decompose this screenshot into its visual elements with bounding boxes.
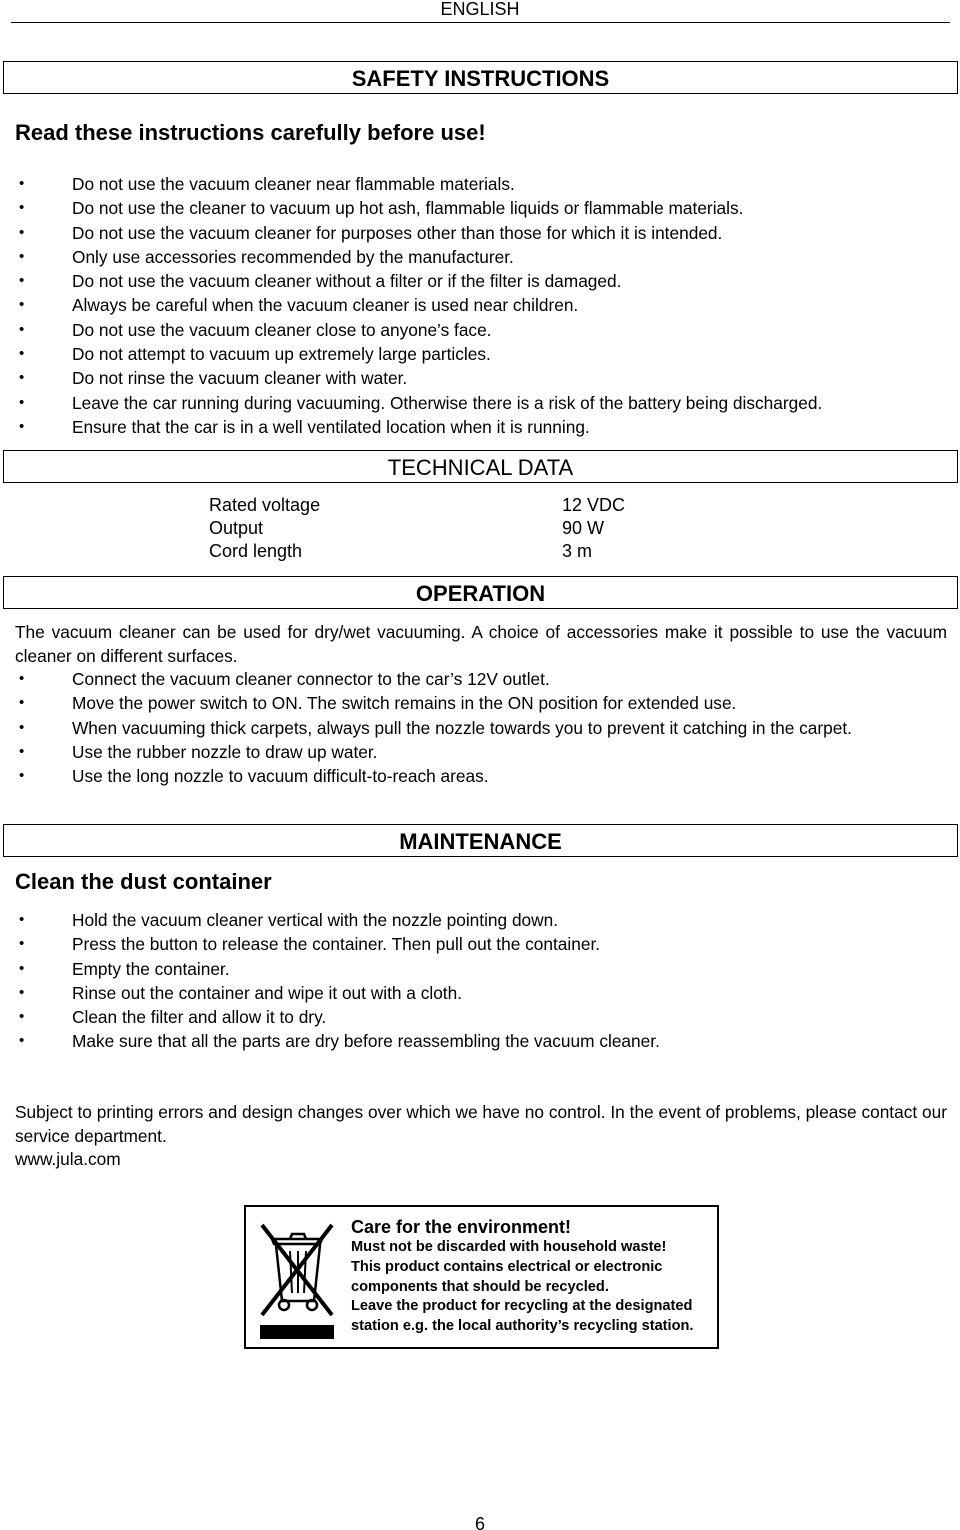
safety-list — [15, 172, 950, 439]
environment-title: Care for the environment! — [351, 1217, 572, 1237]
disclaimer-text: Subject to printing errors and design changes over which we have no control. In the event of problems, please contact our service department. — [15, 1102, 947, 1147]
environment-line: Must not be discarded with household waste! — [351, 1239, 667, 1255]
page-number: 6 — [474, 1514, 485, 1530]
spec-value: 3 m — [562, 541, 593, 561]
list-item: • Only use accessories recommended by the manufacturer. — [15, 245, 950, 269]
operation-title: OPERATION — [415, 581, 546, 606]
environment-notice — [244, 1205, 719, 1349]
list-item: • Do not use the vacuum cleaner close to anyone’s face. — [15, 318, 950, 342]
spec-row — [209, 517, 649, 540]
list-item: • Clean the filter and allow it to dry. — [15, 1005, 950, 1029]
list-item: • Do not use the vacuum cleaner near flammable materials. — [15, 172, 950, 196]
crossed-out-wheelie-bin-icon — [256, 1217, 338, 1341]
operation-section-header — [3, 576, 958, 609]
technical-section-header — [3, 450, 958, 483]
list-item: • Hold the vacuum cleaner vertical with the nozzle pointing down. — [15, 908, 950, 932]
spec-table — [209, 494, 649, 563]
technical-title: TECHNICAL DATA — [387, 455, 574, 480]
maintenance-subtitle: Clean the dust container — [15, 869, 272, 894]
list-item: • Empty the container. — [15, 957, 950, 981]
spec-label: Cord length — [209, 541, 303, 561]
list-item: • Use the long nozzle to vacuum difficult-to-reach areas. — [15, 764, 950, 788]
list-item: • Rinse out the container and wipe it out with a cloth. — [15, 981, 950, 1005]
list-item: • Do not use the vacuum cleaner without a filter or if the filter is damaged. — [15, 269, 950, 293]
spec-value: 90 W — [562, 518, 605, 538]
spec-label: Output — [209, 518, 264, 538]
list-item: • Do not attempt to vacuum up extremely large particles. — [15, 342, 950, 366]
list-item: • Always be careful when the vacuum cleaner is used near children. — [15, 293, 950, 317]
safety-section-header — [3, 61, 958, 94]
operation-intro: The vacuum cleaner can be used for dry/wet vacuuming. A choice of accessories make it possible to use the vacuum cleaner on different surfaces. — [15, 622, 947, 667]
spec-label: Rated voltage — [209, 495, 321, 515]
list-item: • Do not use the vacuum cleaner for purposes other than those for which it is intended. — [15, 221, 950, 245]
spec-value: 12 VDC — [562, 495, 626, 515]
list-item: • Do not rinse the vacuum cleaner with water. — [15, 366, 950, 390]
environment-text — [351, 1216, 713, 1337]
environment-line: This product contains electrical or electronic components that should be recycled. — [351, 1258, 663, 1295]
environment-line: Leave the product for recycling at the designated station e.g. the local authority’s recycling station. — [351, 1298, 694, 1335]
list-item: • Press the button to release the container. Then pull out the container. — [15, 932, 950, 956]
list-item: • When vacuuming thick carpets, always pull the nozzle towards you to prevent it catching in the carpet. — [15, 716, 950, 740]
list-item: • Use the rubber nozzle to draw up water. — [15, 740, 950, 764]
list-item: • Connect the vacuum cleaner connector to the car’s 12V outlet. — [15, 667, 950, 691]
list-item: • Ensure that the car is in a well ventilated location when it is running. — [15, 415, 950, 439]
list-item: • Do not use the cleaner to vacuum up hot ash, flammable liquids or flammable materials. — [15, 196, 950, 220]
language-header: ENGLISH — [440, 0, 520, 19]
safety-title: SAFETY INSTRUCTIONS — [351, 66, 610, 91]
spec-row — [209, 540, 649, 563]
list-item: • Make sure that all the parts are dry before reassembling the vacuum cleaner. — [15, 1029, 950, 1053]
safety-subtitle: Read these instructions carefully before use! — [15, 120, 486, 145]
header-rule — [11, 22, 950, 23]
maintenance-list — [15, 908, 950, 1054]
operation-list — [15, 667, 950, 788]
maintenance-section-header — [3, 824, 958, 857]
list-item: • Leave the car running during vacuuming. Otherwise there is a risk of the battery being discharged. — [15, 391, 950, 415]
website-link[interactable]: www.jula.com — [15, 1149, 121, 1169]
list-item: • Move the power switch to ON. The switch remains in the ON position for extended use. — [15, 691, 950, 715]
maintenance-title: MAINTENANCE — [399, 829, 562, 854]
spec-row — [209, 494, 649, 517]
